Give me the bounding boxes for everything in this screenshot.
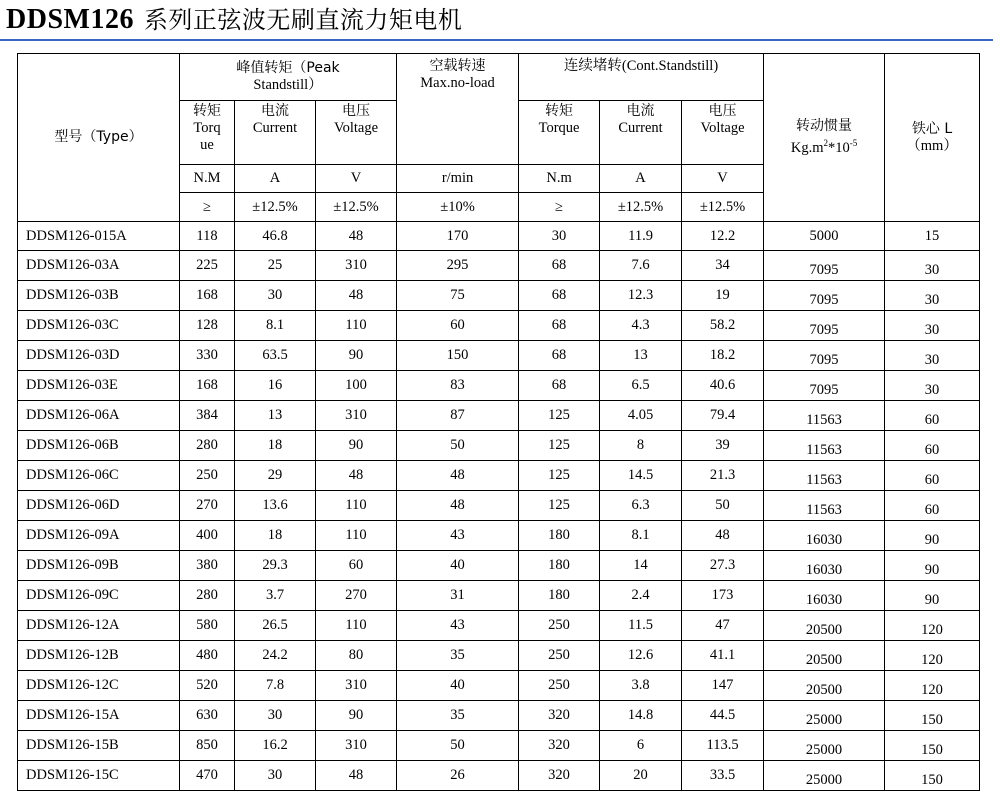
inertia-unit-base: Kg.m: [790, 139, 824, 156]
cell-peak-torque: 480: [180, 641, 235, 671]
cell-peak-torque: 270: [180, 491, 235, 521]
cell-cont-current: 6: [600, 731, 682, 761]
table-row: [18, 222, 980, 251]
table-row: [18, 551, 980, 581]
motor-spec-table: [17, 53, 980, 791]
cell-no-load-speed: 170: [397, 222, 519, 251]
tolerance-cell: ±12.5%: [682, 193, 764, 222]
unit-cell: V: [316, 165, 397, 193]
cell-peak-current: 46.8: [235, 222, 316, 251]
cell-cont-torque: 30: [519, 222, 600, 251]
header-voltage-zh: 电压: [342, 103, 371, 119]
cell-cont-current: 8: [600, 431, 682, 461]
cell-cont-voltage: 27.3: [682, 551, 764, 581]
cell-cont-voltage: 173: [682, 581, 764, 611]
cell-no-load-speed: 31: [397, 581, 519, 611]
cell-cont-current: 4.3: [600, 311, 682, 341]
cell-peak-torque: 380: [180, 551, 235, 581]
cell-core-length: 90: [885, 581, 980, 611]
tolerance-cell: ≥: [519, 193, 600, 222]
cell-peak-current: 7.8: [235, 671, 316, 701]
cell-cont-current: 7.6: [600, 251, 682, 281]
cell-peak-current: 13: [235, 401, 316, 431]
cell-inertia: 7095: [764, 251, 885, 281]
cell-inertia: 16030: [764, 551, 885, 581]
cell-peak-voltage: 310: [316, 401, 397, 431]
header-peak-standstill: [180, 54, 397, 101]
cell-model: DDSM126-03C: [18, 311, 180, 341]
cell-no-load-speed: 43: [397, 611, 519, 641]
cell-cont-torque: 68: [519, 341, 600, 371]
header-torque-en2: ue: [200, 137, 214, 153]
cell-peak-torque: 470: [180, 761, 235, 791]
table-row: [18, 281, 980, 311]
cell-core-length: 120: [885, 611, 980, 641]
table-row: [18, 611, 980, 641]
cell-cont-torque: 320: [519, 761, 600, 791]
cell-peak-voltage: 48: [316, 222, 397, 251]
cell-peak-torque: 280: [180, 431, 235, 461]
cell-cont-voltage: 19: [682, 281, 764, 311]
cell-peak-torque: 225: [180, 251, 235, 281]
cell-cont-voltage: 39: [682, 431, 764, 461]
cell-cont-voltage: 34: [682, 251, 764, 281]
cell-model: DDSM126-12C: [18, 671, 180, 701]
cell-model: DDSM126-06C: [18, 461, 180, 491]
header-inertia-unit: [765, 135, 883, 157]
cell-core-length: 150: [885, 731, 980, 761]
cell-cont-voltage: 41.1: [682, 641, 764, 671]
cell-model: DDSM126-15B: [18, 731, 180, 761]
tolerance-cell: ±12.5%: [235, 193, 316, 222]
header-cont-standstill: 连续堵转(Cont.Standstill): [519, 54, 764, 101]
cell-cont-current: 11.9: [600, 222, 682, 251]
cell-peak-torque: 168: [180, 371, 235, 401]
cell-peak-current: 26.5: [235, 611, 316, 641]
cell-peak-voltage: 48: [316, 761, 397, 791]
cell-peak-voltage: 90: [316, 431, 397, 461]
cell-peak-torque: 384: [180, 401, 235, 431]
cell-no-load-speed: 50: [397, 731, 519, 761]
header-voltage-en: Voltage: [334, 120, 379, 136]
cell-model: DDSM126-09C: [18, 581, 180, 611]
cell-cont-current: 6.3: [600, 491, 682, 521]
table-row: [18, 671, 980, 701]
cell-peak-voltage: 60: [316, 551, 397, 581]
table-row: [18, 251, 980, 281]
cell-cont-current: 2.4: [600, 581, 682, 611]
cell-inertia: 25000: [764, 761, 885, 791]
cell-model: DDSM126-03B: [18, 281, 180, 311]
cell-model: DDSM126-09A: [18, 521, 180, 551]
cell-peak-current: 29: [235, 461, 316, 491]
table-row: [18, 761, 980, 791]
cell-no-load-speed: 75: [397, 281, 519, 311]
cell-peak-voltage: 80: [316, 641, 397, 671]
cell-cont-torque: 250: [519, 641, 600, 671]
cell-cont-voltage: 40.6: [682, 371, 764, 401]
cell-cont-torque: 125: [519, 491, 600, 521]
cell-no-load-speed: 48: [397, 461, 519, 491]
table-row: [18, 311, 980, 341]
cell-peak-voltage: 48: [316, 461, 397, 491]
cell-cont-voltage: 44.5: [682, 701, 764, 731]
unit-cell: r/min: [397, 165, 519, 193]
cell-inertia: 20500: [764, 671, 885, 701]
cell-peak-torque: 520: [180, 671, 235, 701]
cell-model: DDSM126-12A: [18, 611, 180, 641]
cell-no-load-speed: 48: [397, 491, 519, 521]
table-row: [18, 461, 980, 491]
cell-cont-current: 14.8: [600, 701, 682, 731]
header-cont-torque: [519, 101, 600, 165]
table-row: [18, 731, 980, 761]
cell-cont-voltage: 50: [682, 491, 764, 521]
cell-peak-current: 29.3: [235, 551, 316, 581]
cell-model: DDSM126-12B: [18, 641, 180, 671]
unit-cell: A: [235, 165, 316, 193]
tolerance-cell: ≥: [180, 193, 235, 222]
cell-peak-voltage: 90: [316, 341, 397, 371]
title-model: DDSM126: [6, 4, 134, 35]
table-row: [18, 641, 980, 671]
cell-peak-current: 25: [235, 251, 316, 281]
cell-no-load-speed: 50: [397, 431, 519, 461]
cell-peak-torque: 850: [180, 731, 235, 761]
cell-cont-torque: 320: [519, 731, 600, 761]
cell-inertia: 11563: [764, 401, 885, 431]
cell-cont-voltage: 147: [682, 671, 764, 701]
cell-cont-current: 13: [600, 341, 682, 371]
cell-cont-current: 8.1: [600, 521, 682, 551]
cell-no-load-speed: 35: [397, 641, 519, 671]
cell-no-load-speed: 295: [397, 251, 519, 281]
cell-cont-current: 3.8: [600, 671, 682, 701]
cell-inertia: 20500: [764, 611, 885, 641]
header-core-zh: 铁心 L: [911, 120, 953, 137]
cell-peak-torque: 250: [180, 461, 235, 491]
cell-peak-current: 24.2: [235, 641, 316, 671]
cell-core-length: 30: [885, 341, 980, 371]
cell-no-load-speed: 40: [397, 671, 519, 701]
header-peak-voltage: [316, 101, 397, 165]
cell-cont-torque: 68: [519, 281, 600, 311]
cell-cont-current: 12.6: [600, 641, 682, 671]
cell-cont-torque: 125: [519, 401, 600, 431]
cell-cont-voltage: 33.5: [682, 761, 764, 791]
cell-peak-current: 63.5: [235, 341, 316, 371]
cell-no-load-speed: 40: [397, 551, 519, 581]
header-peak-torque: [180, 101, 235, 165]
header-noload-en: Max.no-load: [420, 75, 495, 91]
table-row: [18, 701, 980, 731]
header-cont-torque-zh: 转矩: [545, 103, 574, 119]
cell-peak-torque: 128: [180, 311, 235, 341]
cell-core-length: 150: [885, 701, 980, 731]
header-cont-current-en: Current: [618, 120, 663, 136]
cell-cont-torque: 180: [519, 581, 600, 611]
cell-cont-torque: 250: [519, 611, 600, 641]
cell-cont-current: 14: [600, 551, 682, 581]
cell-peak-current: 18: [235, 431, 316, 461]
header-core-length: [885, 54, 980, 222]
cell-cont-voltage: 47: [682, 611, 764, 641]
cell-cont-current: 6.5: [600, 371, 682, 401]
header-inertia: [764, 54, 885, 222]
cell-model: DDSM126-03D: [18, 341, 180, 371]
table-row: [18, 521, 980, 551]
cell-cont-current: 11.5: [600, 611, 682, 641]
table-row: [18, 371, 980, 401]
cell-cont-torque: 125: [519, 461, 600, 491]
cell-peak-current: 3.7: [235, 581, 316, 611]
cell-peak-torque: 168: [180, 281, 235, 311]
cell-peak-voltage: 110: [316, 611, 397, 641]
cell-peak-voltage: 110: [316, 521, 397, 551]
cell-model: DDSM126-15A: [18, 701, 180, 731]
cell-core-length: 30: [885, 311, 980, 341]
cell-model: DDSM126-06D: [18, 491, 180, 521]
cell-cont-voltage: 18.2: [682, 341, 764, 371]
cell-peak-torque: 580: [180, 611, 235, 641]
page-title: [6, 2, 462, 38]
cell-peak-torque: 630: [180, 701, 235, 731]
cell-core-length: 90: [885, 521, 980, 551]
cell-peak-torque: 280: [180, 581, 235, 611]
cell-cont-current: 20: [600, 761, 682, 791]
cell-cont-torque: 68: [519, 311, 600, 341]
cell-inertia: 25000: [764, 701, 885, 731]
cell-model: DDSM126-09B: [18, 551, 180, 581]
cell-inertia: 7095: [764, 281, 885, 311]
header-cont-current-zh: 电流: [626, 103, 655, 119]
table-row: [18, 341, 980, 371]
cell-inertia: 5000: [764, 222, 885, 251]
cell-inertia: 20500: [764, 641, 885, 671]
header-noload-zh: 空载转速: [429, 58, 486, 74]
cell-inertia: 11563: [764, 461, 885, 491]
inertia-unit-sup2: -5: [849, 138, 858, 149]
tolerance-cell: ±12.5%: [316, 193, 397, 222]
inertia-unit-mid: *10: [827, 139, 850, 156]
cell-cont-torque: 125: [519, 431, 600, 461]
header-torque-zh: 转矩: [193, 103, 221, 119]
header-inertia-zh: 转动惯量: [796, 118, 853, 135]
cell-model: DDSM126-03A: [18, 251, 180, 281]
cell-peak-current: 16: [235, 371, 316, 401]
unit-cell: V: [682, 165, 764, 193]
cell-core-length: 90: [885, 551, 980, 581]
header-torque-en1: Torq: [193, 120, 221, 136]
cell-no-load-speed: 87: [397, 401, 519, 431]
header-cont-torque-en: Torque: [538, 120, 580, 136]
cell-core-length: 30: [885, 371, 980, 401]
cell-peak-voltage: 310: [316, 731, 397, 761]
cell-inertia: 7095: [764, 341, 885, 371]
cell-cont-voltage: 79.4: [682, 401, 764, 431]
cell-cont-torque: 180: [519, 551, 600, 581]
title-description: 系列正弦波无刷直流力矩电机: [143, 6, 463, 34]
cell-no-load-speed: 26: [397, 761, 519, 791]
cell-core-length: 60: [885, 401, 980, 431]
cell-cont-torque: 68: [519, 371, 600, 401]
cell-peak-torque: 118: [180, 222, 235, 251]
cell-no-load-speed: 83: [397, 371, 519, 401]
header-model: 型号（Type）: [18, 54, 180, 222]
cell-model: DDSM126-06A: [18, 401, 180, 431]
cell-peak-voltage: 90: [316, 701, 397, 731]
cell-core-length: 150: [885, 761, 980, 791]
table-row: [18, 581, 980, 611]
cell-inertia: 16030: [764, 521, 885, 551]
cell-peak-voltage: 48: [316, 281, 397, 311]
cell-cont-current: 4.05: [600, 401, 682, 431]
cell-peak-torque: 400: [180, 521, 235, 551]
cell-peak-current: 8.1: [235, 311, 316, 341]
cell-model: DDSM126-15C: [18, 761, 180, 791]
cell-inertia: 7095: [764, 371, 885, 401]
cell-peak-torque: 330: [180, 341, 235, 371]
cell-cont-torque: 180: [519, 521, 600, 551]
cell-peak-voltage: 110: [316, 491, 397, 521]
cell-core-length: 120: [885, 641, 980, 671]
cell-inertia: 16030: [764, 581, 885, 611]
cell-cont-voltage: 58.2: [682, 311, 764, 341]
cell-cont-torque: 320: [519, 701, 600, 731]
header-current-en: Current: [252, 120, 298, 136]
tolerance-cell: ±10%: [397, 193, 519, 222]
header-cont-voltage-en: Voltage: [700, 120, 745, 136]
unit-cell: N.m: [519, 165, 600, 193]
cell-inertia: 11563: [764, 491, 885, 521]
cell-no-load-speed: 60: [397, 311, 519, 341]
cell-core-length: 30: [885, 251, 980, 281]
cell-core-length: 60: [885, 491, 980, 521]
cell-core-length: 30: [885, 281, 980, 311]
cell-core-length: 120: [885, 671, 980, 701]
header-current-zh: 电流: [261, 103, 289, 119]
cell-peak-current: 30: [235, 761, 316, 791]
cell-inertia: 7095: [764, 311, 885, 341]
table-row: [18, 431, 980, 461]
cell-no-load-speed: 35: [397, 701, 519, 731]
cell-peak-voltage: 100: [316, 371, 397, 401]
header-peak-current: [235, 101, 316, 165]
cell-cont-current: 12.3: [600, 281, 682, 311]
cell-cont-voltage: 48: [682, 521, 764, 551]
inertia-unit-sup1: 2: [823, 138, 828, 149]
cell-peak-current: 30: [235, 281, 316, 311]
cell-cont-voltage: 21.3: [682, 461, 764, 491]
cell-core-length: 60: [885, 461, 980, 491]
cell-no-load-speed: 150: [397, 341, 519, 371]
header-cont-current: [600, 101, 682, 165]
header-peak-zh: 峰值转矩（Peak: [236, 60, 340, 76]
cell-core-length: 60: [885, 431, 980, 461]
cell-peak-voltage: 310: [316, 671, 397, 701]
header-cont-voltage-zh: 电压: [708, 103, 737, 119]
cell-inertia: 25000: [764, 731, 885, 761]
cell-peak-voltage: 110: [316, 311, 397, 341]
cell-model: DDSM126-03E: [18, 371, 180, 401]
cell-peak-voltage: 270: [316, 581, 397, 611]
cell-peak-current: 30: [235, 701, 316, 731]
cell-cont-voltage: 12.2: [682, 222, 764, 251]
cell-cont-torque: 68: [519, 251, 600, 281]
cell-peak-voltage: 310: [316, 251, 397, 281]
table-row: [18, 401, 980, 431]
cell-peak-current: 16.2: [235, 731, 316, 761]
cell-model: DDSM126-06B: [18, 431, 180, 461]
header-core-unit: （mm）: [906, 137, 958, 154]
cell-cont-torque: 250: [519, 671, 600, 701]
unit-cell: A: [600, 165, 682, 193]
header-peak-en: Standstill）: [253, 77, 323, 93]
cell-inertia: 11563: [764, 431, 885, 461]
tolerance-cell: ±12.5%: [600, 193, 682, 222]
cell-peak-current: 18: [235, 521, 316, 551]
unit-cell: N.M: [180, 165, 235, 193]
header-cont-voltage: [682, 101, 764, 165]
header-no-load-speed: [397, 54, 519, 165]
cell-peak-current: 13.6: [235, 491, 316, 521]
table-row: [18, 491, 980, 521]
spec-table-body: [18, 222, 980, 791]
title-underline: [0, 39, 993, 41]
cell-cont-current: 14.5: [600, 461, 682, 491]
cell-model: DDSM126-015A: [18, 222, 180, 251]
cell-no-load-speed: 43: [397, 521, 519, 551]
cell-cont-voltage: 113.5: [682, 731, 764, 761]
cell-core-length: 15: [885, 222, 980, 251]
